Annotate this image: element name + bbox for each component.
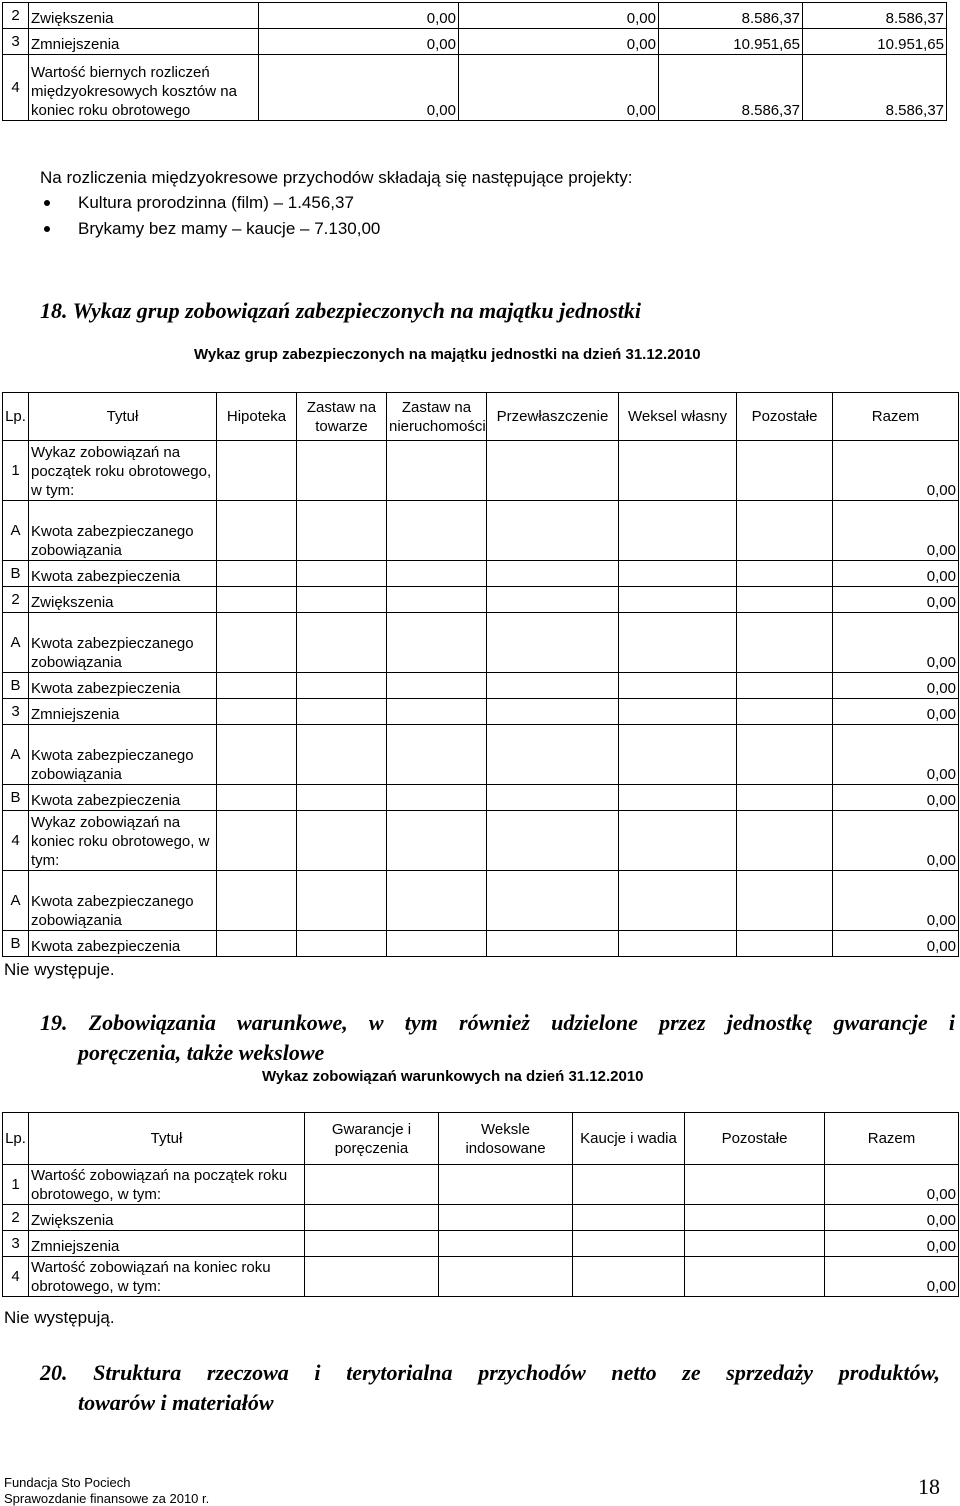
row-title: Wykaz zobowiązań na koniec roku obrotowego, w tym: [29, 811, 217, 871]
contingent-liabilities-table [2, 1112, 959, 1297]
empty-cell [387, 673, 487, 699]
row-total: 0,00 [825, 1257, 959, 1297]
empty-cell [573, 1231, 685, 1257]
section-19-caption: Wykaz zobowiązań warunkowych na dzień 31.12.2010 [262, 1068, 644, 1085]
table-row [3, 1257, 959, 1297]
empty-cell [737, 501, 833, 561]
empty-cell [305, 1257, 439, 1297]
column-header: Przewłaszczenie [487, 393, 619, 441]
row-lp: B [3, 673, 29, 699]
empty-cell [619, 613, 737, 673]
row-value: 0,00 [459, 3, 659, 29]
column-header: Pozostałe [737, 393, 833, 441]
projects-list [40, 190, 380, 242]
empty-cell [573, 1165, 685, 1205]
empty-cell [487, 725, 619, 785]
empty-cell [439, 1231, 573, 1257]
row-title: Wartość zobowiązań na początek roku obrotowego, w tym: [29, 1165, 305, 1205]
empty-cell [619, 725, 737, 785]
row-value: 8.586,37 [659, 55, 803, 121]
table-row [3, 1231, 959, 1257]
footer-org: Fundacja Sto Pociech [4, 1475, 131, 1490]
empty-cell [573, 1257, 685, 1297]
empty-cell [737, 785, 833, 811]
empty-cell [217, 441, 297, 501]
table-row [3, 785, 959, 811]
empty-cell [619, 673, 737, 699]
empty-cell [297, 613, 387, 673]
empty-cell [297, 725, 387, 785]
row-lp: 4 [3, 1257, 29, 1297]
empty-cell [487, 785, 619, 811]
column-header: Razem [825, 1113, 959, 1165]
row-title: Zmniejszenia [29, 29, 259, 55]
empty-cell [387, 587, 487, 613]
empty-cell [487, 441, 619, 501]
empty-cell [487, 613, 619, 673]
empty-cell [737, 587, 833, 613]
row-title: Kwota zabezpieczanego zobowiązania [29, 613, 217, 673]
section-19-heading-line1: 19. Zobowiązania warunkowe, w tym również udzielone przez jednostkę gwarancje i [40, 1010, 955, 1035]
empty-cell [439, 1257, 573, 1297]
row-value: 0,00 [259, 3, 459, 29]
table-row [3, 3, 947, 29]
column-header: Gwarancje i poręczenia [305, 1113, 439, 1165]
empty-cell [737, 871, 833, 931]
column-header: Razem [833, 393, 959, 441]
row-total: 0,00 [833, 931, 959, 957]
empty-cell [217, 785, 297, 811]
empty-cell [737, 725, 833, 785]
row-value: 8.586,37 [803, 55, 947, 121]
empty-cell [297, 699, 387, 725]
empty-cell [297, 871, 387, 931]
empty-cell [685, 1165, 825, 1205]
section-18-caption: Wykaz grup zabezpieczonych na majątku jednostki na dzień 31.12.2010 [194, 346, 701, 363]
row-value: 10.951,65 [659, 29, 803, 55]
row-title: Kwota zabezpieczenia [29, 561, 217, 587]
empty-cell [297, 561, 387, 587]
empty-cell [387, 871, 487, 931]
table-row [3, 441, 959, 501]
empty-cell [487, 561, 619, 587]
empty-cell [305, 1165, 439, 1205]
row-title: Kwota zabezpieczanego zobowiązania [29, 501, 217, 561]
row-title: Zwiększenia [29, 3, 259, 29]
section-18-heading: 18. Wykaz grup zobowiązań zabezpieczonych na majątku jednostki [40, 298, 642, 323]
row-title: Wykaz zobowiązań na początek roku obrotowego, w tym: [29, 441, 217, 501]
row-title: Kwota zabezpieczenia [29, 785, 217, 811]
empty-cell [305, 1205, 439, 1231]
row-value: 8.586,37 [659, 3, 803, 29]
empty-cell [737, 673, 833, 699]
footer-report: Sprawozdanie finansowe za 2010 r. [4, 1491, 210, 1506]
row-title: Kwota zabezpieczenia [29, 931, 217, 957]
project-item: Kultura prorodzinna (film) – 1.456,37 [40, 190, 380, 216]
table-row [3, 699, 959, 725]
table-row [3, 587, 959, 613]
section-18-note: Nie występuje. [4, 960, 115, 979]
column-header: Lp. [3, 393, 29, 441]
row-lp: A [3, 871, 29, 931]
empty-cell [619, 811, 737, 871]
empty-cell [387, 613, 487, 673]
empty-cell [737, 811, 833, 871]
row-lp: A [3, 501, 29, 561]
column-header: Lp. [3, 1113, 29, 1165]
empty-cell [217, 811, 297, 871]
empty-cell [387, 931, 487, 957]
column-header: Pozostałe [685, 1113, 825, 1165]
row-title: Zmniejszenia [29, 699, 217, 725]
empty-cell [685, 1205, 825, 1231]
empty-cell [217, 725, 297, 785]
table-row [3, 29, 947, 55]
table-row [3, 931, 959, 957]
empty-cell [573, 1205, 685, 1231]
row-lp: A [3, 613, 29, 673]
row-lp: 4 [3, 55, 29, 121]
row-lp: 1 [3, 1165, 29, 1205]
column-header: Zastaw na nieruchomości [387, 393, 487, 441]
empty-cell [685, 1231, 825, 1257]
column-header: Zastaw na towarze [297, 393, 387, 441]
page-number: 18 [918, 1474, 940, 1499]
row-total: 0,00 [833, 699, 959, 725]
table-row [3, 673, 959, 699]
empty-cell [217, 673, 297, 699]
empty-cell [619, 561, 737, 587]
empty-cell [619, 501, 737, 561]
row-lp: 1 [3, 441, 29, 501]
empty-cell [217, 613, 297, 673]
table-row [3, 725, 959, 785]
empty-cell [619, 699, 737, 725]
row-lp: B [3, 785, 29, 811]
empty-cell [737, 561, 833, 587]
row-total: 0,00 [825, 1165, 959, 1205]
empty-cell [217, 931, 297, 957]
empty-cell [387, 811, 487, 871]
row-total: 0,00 [833, 587, 959, 613]
row-title: Kwota zabezpieczanego zobowiązania [29, 871, 217, 931]
row-total: 0,00 [833, 613, 959, 673]
row-total: 0,00 [833, 501, 959, 561]
row-title: Kwota zabezpieczenia [29, 673, 217, 699]
section-19-note: Nie występują. [4, 1308, 115, 1327]
project-item: Brykamy bez mamy – kaucje – 7.130,00 [40, 216, 380, 242]
empty-cell [487, 871, 619, 931]
row-total: 0,00 [825, 1205, 959, 1231]
row-value: 0,00 [459, 29, 659, 55]
empty-cell [487, 811, 619, 871]
row-total: 0,00 [833, 561, 959, 587]
secured-liabilities-table [2, 392, 959, 957]
table-row [3, 1205, 959, 1231]
empty-cell [297, 501, 387, 561]
table-row [3, 811, 959, 871]
row-value: 8.586,37 [803, 3, 947, 29]
row-lp: 3 [3, 1231, 29, 1257]
empty-cell [217, 561, 297, 587]
row-value: 10.951,65 [803, 29, 947, 55]
empty-cell [685, 1257, 825, 1297]
row-title: Kwota zabezpieczanego zobowiązania [29, 725, 217, 785]
empty-cell [487, 699, 619, 725]
table-row [3, 871, 959, 931]
empty-cell [387, 441, 487, 501]
row-total: 0,00 [833, 725, 959, 785]
row-title: Wartość zobowiązań na koniec roku obrotowego, w tym: [29, 1257, 305, 1297]
row-title: Zmniejszenia [29, 1231, 305, 1257]
row-lp: 2 [3, 587, 29, 613]
table-row [3, 561, 959, 587]
empty-cell [619, 587, 737, 613]
empty-cell [619, 931, 737, 957]
empty-cell [217, 699, 297, 725]
empty-cell [297, 811, 387, 871]
empty-cell [387, 501, 487, 561]
row-value: 0,00 [259, 29, 459, 55]
empty-cell [439, 1165, 573, 1205]
row-lp: 4 [3, 811, 29, 871]
empty-cell [737, 699, 833, 725]
empty-cell [297, 587, 387, 613]
empty-cell [387, 699, 487, 725]
table-row [3, 55, 947, 121]
empty-cell [297, 673, 387, 699]
empty-cell [217, 871, 297, 931]
column-header: Weksle indosowane [439, 1113, 573, 1165]
empty-cell [387, 785, 487, 811]
empty-cell [305, 1231, 439, 1257]
row-lp: 2 [3, 3, 29, 29]
row-lp: B [3, 931, 29, 957]
empty-cell [737, 441, 833, 501]
row-lp: 2 [3, 1205, 29, 1231]
row-title: Wartość biernych rozliczeń międzyokresowych kosztów na koniec roku obrotowego [29, 55, 259, 121]
empty-cell [217, 501, 297, 561]
empty-cell [217, 587, 297, 613]
empty-cell [737, 931, 833, 957]
row-title: Zwiększenia [29, 587, 217, 613]
section-20-heading-line2: towarów i materiałów [78, 1390, 274, 1415]
row-total: 0,00 [833, 673, 959, 699]
column-header: Hipoteka [217, 393, 297, 441]
empty-cell [297, 785, 387, 811]
empty-cell [619, 441, 737, 501]
row-title: Zwiększenia [29, 1205, 305, 1231]
row-lp: A [3, 725, 29, 785]
table-row [3, 501, 959, 561]
empty-cell [297, 441, 387, 501]
section-19-heading-line2: poręczenia, także wekslowe [78, 1040, 325, 1065]
row-total: 0,00 [825, 1231, 959, 1257]
row-lp: 3 [3, 699, 29, 725]
row-lp: B [3, 561, 29, 587]
empty-cell [487, 931, 619, 957]
row-value: 0,00 [259, 55, 459, 121]
projects-intro: Na rozliczenia międzyokresowe przychodów składają się następujące projekty: [40, 168, 633, 187]
row-value: 0,00 [459, 55, 659, 121]
empty-cell [387, 561, 487, 587]
empty-cell [387, 725, 487, 785]
column-header: Kaucje i wadia [573, 1113, 685, 1165]
section-20-heading-line1: 20. Struktura rzeczowa i terytorialna przychodów netto ze sprzedaży produktów, [40, 1360, 940, 1385]
empty-cell [619, 871, 737, 931]
empty-cell [487, 501, 619, 561]
row-total: 0,00 [833, 441, 959, 501]
empty-cell [487, 673, 619, 699]
row-total: 0,00 [833, 871, 959, 931]
column-header: Tytuł [29, 393, 217, 441]
empty-cell [297, 931, 387, 957]
row-total: 0,00 [833, 811, 959, 871]
empty-cell [619, 785, 737, 811]
empty-cell [487, 587, 619, 613]
table-row [3, 1165, 959, 1205]
column-header: Weksel własny [619, 393, 737, 441]
empty-cell [439, 1205, 573, 1231]
accruals-table [2, 2, 947, 121]
empty-cell [737, 613, 833, 673]
table-row [3, 613, 959, 673]
column-header: Tytuł [29, 1113, 305, 1165]
row-lp: 3 [3, 29, 29, 55]
row-total: 0,00 [833, 785, 959, 811]
